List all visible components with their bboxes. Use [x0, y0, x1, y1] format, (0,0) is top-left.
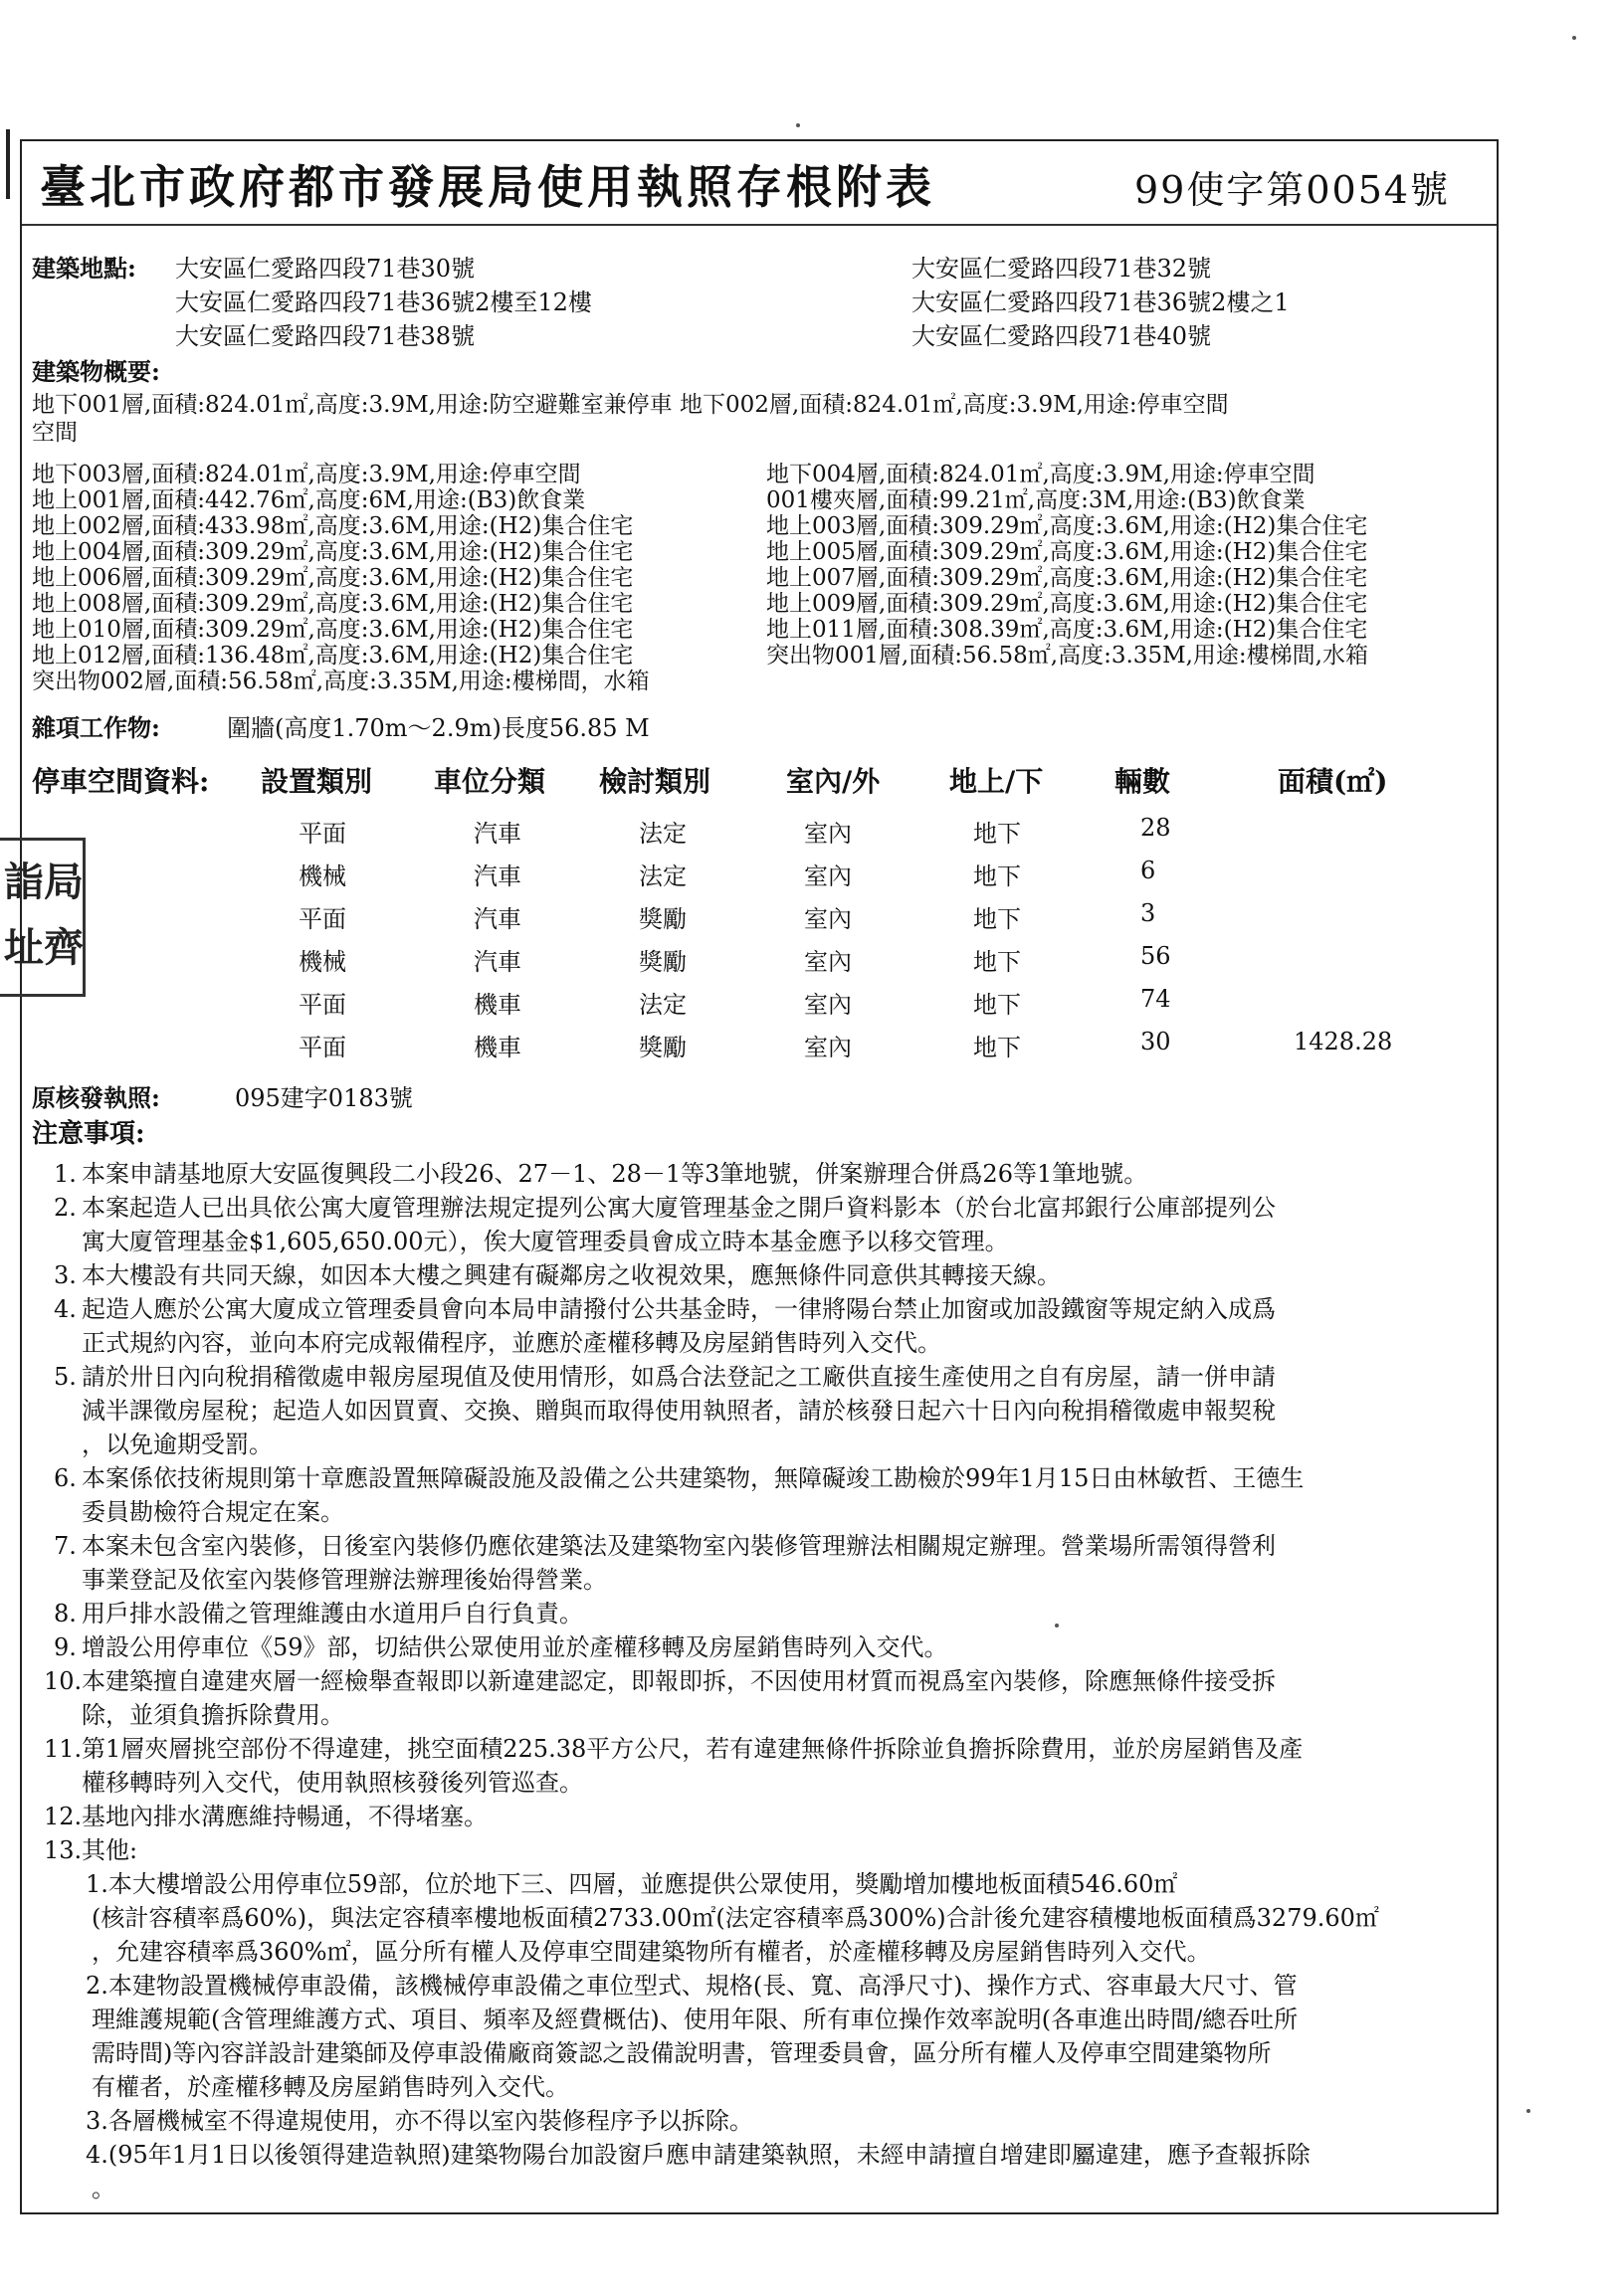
note-text: 委員勘檢符合規定在案。 [82, 1498, 344, 1526]
parking-cell-indoor: 室內 [804, 1034, 852, 1061]
overview-right-5: 地上007層,面積:309.29㎡,高度:3.6M,用途:(H2)集合住宅 [766, 565, 1368, 591]
parking-cell-count: 3 [1140, 899, 1156, 927]
location-right-3: 大安區仁愛路四段71巷40號 [911, 322, 1212, 350]
note-text: 增設公用停車位《59》部，切結供公眾使用並於產權移轉及房屋銷售時列入交代。 [82, 1633, 948, 1661]
parking-cell-type: 平面 [299, 820, 346, 848]
misc-label: 雜項工作物: [32, 713, 160, 742]
note-text: 本案起造人已出具依公寓大廈管理辦法規定提列公寓大廈管理基金之開戶資料影本（於台北富邦銀行公庫部提列公 [82, 1194, 1276, 1222]
location-right-1: 大安區仁愛路四段71巷32號 [911, 255, 1212, 283]
scan-speck [1055, 1624, 1059, 1627]
overview-right-2: 001樓夾層,面積:99.21㎡,高度:3M,用途:(B3)飲食業 [766, 487, 1306, 513]
note-text: 減半課徵房屋稅；起造人如因買賣、交換、贈與而取得使用執照者，請於核發日起六十日內向稅捐稽徵處申報契稅 [82, 1397, 1276, 1425]
parking-label: 停車空間資料: [32, 765, 210, 798]
note-text: 起造人應於公寓大廈成立管理委員會向本局申請撥付公共基金時，一律將陽台禁止加窗或加設鐵窗等規定納入成爲 [82, 1295, 1276, 1323]
overview-left-3: 地上002層,面積:433.98㎡,高度:3.6M,用途:(H2)集合住宅 [32, 513, 634, 539]
parking-cell-indoor: 室內 [804, 862, 852, 890]
parking-cell-level: 地下 [973, 1034, 1021, 1061]
parking-cell-level: 地下 [973, 862, 1021, 890]
note-text: 本建築擅自違建夾層一經檢舉查報即以新違建認定，即報即拆，不因使用材質而視爲室內裝修，除應無條件接受拆 [82, 1667, 1276, 1695]
note-number: 11. [44, 1735, 83, 1763]
note-text: 基地內排水溝應維持暢通，不得堵塞。 [82, 1803, 488, 1830]
note-number: 3. [54, 1261, 77, 1289]
note-sub-text: 需時間)等內容詳設計建築師及停車設備廠商簽認之設備說明書，管理委員會，區分所有權人及停車空間建築物所 [92, 2039, 1272, 2067]
parking-cell-type: 機械 [299, 862, 346, 890]
parking-header-type: 設置類別 [261, 765, 373, 798]
note-text: 事業登記及依室內裝修管理辦法辦理後始得營業。 [82, 1566, 607, 1594]
note-number: 5. [54, 1363, 77, 1391]
parking-cell-review: 獎勵 [639, 1034, 687, 1061]
overview-left-1: 地下003層,面積:824.01㎡,高度:3.9M,用途:停車空間 [32, 462, 581, 487]
note-sub-text: 。 [92, 2175, 115, 2202]
overview-line-1: 地下001層,面積:824.01㎡,高度:3.9M,用途:防空避難室兼停車 地下002層,面積:824.01㎡,高度:3.9M,用途:停車空間 [32, 392, 1229, 418]
note-text: 寓大廈管理基金$1,605,650.00元），俟大廈管理委員會成立時本基金應予以移交管理。 [82, 1228, 1009, 1255]
location-left-1: 大安區仁愛路四段71巷30號 [175, 255, 476, 283]
parking-cell-type: 機械 [299, 948, 346, 976]
parking-cell-type: 平面 [299, 905, 346, 933]
overview-label: 建築物概要: [32, 357, 160, 386]
overview-left-4: 地上004層,面積:309.29㎡,高度:3.6M,用途:(H2)集合住宅 [32, 539, 634, 565]
overview-right-4: 地上005層,面積:309.29㎡,高度:3.6M,用途:(H2)集合住宅 [766, 539, 1368, 565]
parking-cell-type: 平面 [299, 1034, 346, 1061]
note-text: 第1層夾層挑空部份不得違建，挑空面積225.38平方公尺，若有違建無條件拆除並負擔拆除費用，並於房屋銷售及產 [82, 1735, 1304, 1763]
note-sub-text: 有權者，於產權移轉及房屋銷售時列入交代。 [92, 2073, 569, 2101]
note-sub-text: 2.本建物設置機械停車設備，該機械停車設備之車位型式、規格(長、寬、高淨尺寸)、操作方式、容車最大尺寸、管 [86, 1972, 1298, 2000]
note-number: 8. [54, 1600, 77, 1627]
overview-left-7: 地上010層,面積:309.29㎡,高度:3.6M,用途:(H2)集合住宅 [32, 617, 634, 643]
parking-cell-level: 地下 [973, 991, 1021, 1019]
parking-cell-vehicle: 汽車 [474, 948, 521, 976]
note-text: 本案係依技術規則第十章應設置無障礙設施及設備之公共建築物，無障礙竣工勘檢於99年1月15日由林敏哲、王德生 [82, 1464, 1305, 1492]
parking-cell-review: 法定 [639, 820, 687, 848]
overview-line-1b: 空間 [32, 420, 78, 446]
location-label: 建築地點: [32, 254, 136, 283]
note-sub-text: (核計容積率爲60%)，與法定容積率樓地板面積2733.00㎡(法定容積率爲300%)合計後允建容積樓地板面積爲3279.60㎡ [92, 1904, 1379, 1932]
note-text: ，以免逾期受罰。 [82, 1431, 273, 1458]
original-permit-label: 原核發執照: [32, 1083, 160, 1112]
official-seal: 詣 局 址 齊 [0, 838, 86, 997]
parking-cell-indoor: 室內 [804, 820, 852, 848]
scan-speck [796, 123, 800, 127]
note-text: 本案申請基地原大安區復興段二小段26、27－1、28－1等3筆地號，併案辦理合併爲26等1筆地號。 [82, 1160, 1148, 1188]
note-text: 其他: [82, 1836, 138, 1864]
note-text: 請於卅日內向稅捐稽徵處申報房屋現值及使用情形，如爲合法登記之工廠供直接生產使用之自有房屋，請一併申請 [82, 1363, 1276, 1391]
note-number: 9. [54, 1633, 77, 1661]
parking-cell-count: 74 [1140, 985, 1171, 1013]
scan-speck [1572, 36, 1576, 40]
overview-right-1: 地下004層,面積:824.01㎡,高度:3.9M,用途:停車空間 [766, 462, 1315, 487]
notes-label: 注意事項: [32, 1119, 145, 1149]
location-right-2: 大安區仁愛路四段71巷36號2樓之1 [911, 288, 1290, 316]
note-sub-text: 理維護規範(含管理維護方式、項目、頻率及經費概估)、使用年限、所有車位操作效率說明(各車進出時間/總吞吐所 [92, 2006, 1299, 2033]
parking-cell-vehicle: 汽車 [474, 862, 521, 890]
parking-cell-count: 30 [1140, 1028, 1171, 1055]
note-number: 7. [54, 1532, 77, 1560]
note-number: 2. [54, 1194, 77, 1222]
note-number: 4. [54, 1295, 77, 1323]
overview-right-7: 地上011層,面積:308.39㎡,高度:3.6M,用途:(H2)集合住宅 [766, 617, 1368, 643]
parking-cell-vehicle: 汽車 [474, 820, 521, 848]
note-sub-text: 3.各層機械室不得違規使用，亦不得以室內裝修程序予以拆除。 [86, 2107, 753, 2135]
overview-left-5: 地上006層,面積:309.29㎡,高度:3.6M,用途:(H2)集合住宅 [32, 565, 634, 591]
left-binding-mark [6, 129, 10, 199]
note-number: 12. [44, 1803, 83, 1830]
note-number: 10. [44, 1667, 83, 1695]
note-number: 6. [54, 1464, 77, 1492]
parking-cell-type: 平面 [299, 991, 346, 1019]
parking-cell-count: 6 [1140, 857, 1156, 884]
parking-cell-count: 56 [1140, 942, 1171, 970]
overview-right-8: 突出物001層,面積:56.58㎡,高度:3.35M,用途:樓梯間,水箱 [766, 643, 1368, 669]
parking-cell-vehicle: 機車 [474, 991, 521, 1019]
note-text: 用戶排水設備之管理維護由水道用戶自行負責。 [82, 1600, 583, 1627]
parking-cell-level: 地下 [973, 820, 1021, 848]
overview-right-3: 地上003層,面積:309.29㎡,高度:3.6M,用途:(H2)集合住宅 [766, 513, 1368, 539]
parking-cell-level: 地下 [973, 905, 1021, 933]
parking-cell-indoor: 室內 [804, 905, 852, 933]
header-divider [22, 224, 1497, 226]
overview-left-8: 地上012層,面積:136.48㎡,高度:3.6M,用途:(H2)集合住宅 [32, 643, 634, 669]
note-sub-text: ，允建容積率爲360%㎡，區分所有權人及停車空間建築物所有權者，於產權移轉及房屋銷售時列入交代。 [92, 1938, 1211, 1966]
note-text: 權移轉時列入交代，使用執照核發後列管巡查。 [82, 1769, 583, 1797]
parking-header-review: 檢討類別 [599, 765, 711, 798]
scan-speck [1526, 2109, 1530, 2113]
document-title: 臺北市政府都市發展局使用執照存根附表 [40, 160, 935, 214]
note-number: 13. [44, 1836, 83, 1864]
parking-header-count: 輛數 [1114, 765, 1171, 798]
overview-left-6: 地上008層,面積:309.29㎡,高度:3.6M,用途:(H2)集合住宅 [32, 591, 634, 617]
parking-cell-level: 地下 [973, 948, 1021, 976]
parking-cell-review: 法定 [639, 862, 687, 890]
parking-cell-indoor: 室內 [804, 991, 852, 1019]
overview-left-9: 突出物002層,面積:56.58㎡,高度:3.35M,用途:樓梯間，水箱 [32, 669, 650, 694]
note-sub-text: 4.(95年1月1日以後領得建造執照)建築物陽台加設窗戶應申請建築執照，未經申請擅自增建即屬違建，應予查報拆除 [86, 2141, 1311, 2169]
original-permit-value: 095建字0183號 [235, 1084, 413, 1112]
permit-number: 99使字第0054號 [1134, 168, 1451, 212]
overview-left-2: 地上001層,面積:442.76㎡,高度:6M,用途:(B3)飲食業 [32, 487, 586, 513]
note-sub-text: 1.本大樓增設公用停車位59部，位於地下三、四層，並應提供公眾使用，獎勵增加樓地板面積546.60㎡ [86, 1870, 1178, 1898]
note-number: 1. [54, 1160, 77, 1188]
note-text: 本案未包含室內裝修，日後室內裝修仍應依建築法及建築物室內裝修管理辦法相關規定辦理。營業場所需領得營利 [82, 1532, 1276, 1560]
note-text: 本大樓設有共同天線，如因本大樓之興建有礙鄰房之收視效果，應無條件同意供其轉接天線。 [82, 1261, 1061, 1289]
parking-header-vehicle: 車位分類 [434, 765, 546, 798]
parking-cell-count: 28 [1140, 814, 1171, 842]
misc-value: 圍牆(高度1.70m～2.9m)長度56.85 M [227, 714, 650, 742]
overview-right-6: 地上009層,面積:309.29㎡,高度:3.6M,用途:(H2)集合住宅 [766, 591, 1368, 617]
parking-header-area: 面積(㎡) [1278, 765, 1388, 798]
parking-header-indoor: 室內/外 [786, 765, 881, 798]
location-left-2: 大安區仁愛路四段71巷36號2樓至12樓 [175, 288, 592, 316]
parking-cell-review: 法定 [639, 991, 687, 1019]
parking-header-level: 地上/下 [949, 765, 1044, 798]
location-left-3: 大安區仁愛路四段71巷38號 [175, 322, 476, 350]
parking-cell-vehicle: 汽車 [474, 905, 521, 933]
parking-cell-vehicle: 機車 [474, 1034, 521, 1061]
parking-cell-review: 獎勵 [639, 948, 687, 976]
parking-cell-review: 獎勵 [639, 905, 687, 933]
note-text: 除，並須負擔拆除費用。 [82, 1701, 344, 1729]
parking-cell-area: 1428.28 [1294, 1028, 1393, 1055]
note-text: 正式規約內容，並向本府完成報備程序，並應於產權移轉及房屋銷售時列入交代。 [82, 1329, 941, 1357]
parking-cell-indoor: 室內 [804, 948, 852, 976]
